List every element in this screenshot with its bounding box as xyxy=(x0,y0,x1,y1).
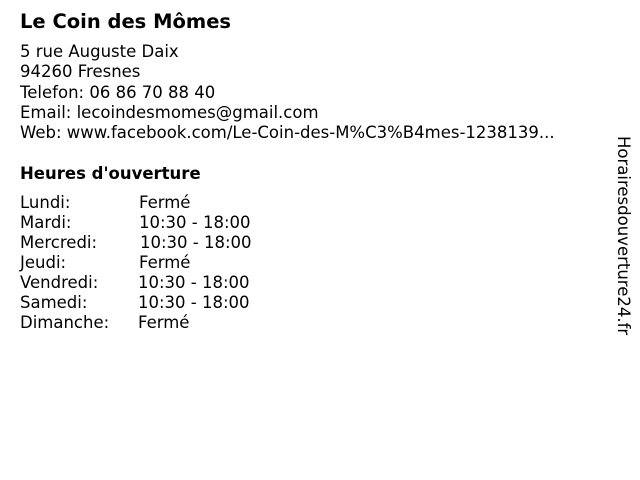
address-line-2: 94260 Fresnes xyxy=(20,62,141,82)
day-label: Dimanche: xyxy=(20,313,110,332)
hours-row-thursday xyxy=(20,253,252,273)
day-label: Jeudi: xyxy=(20,253,67,272)
opening-hours-heading: Heures d'ouverture xyxy=(20,164,201,183)
hours-row-friday xyxy=(20,273,252,293)
hours-row-sunday xyxy=(20,313,252,333)
phone-number: Telefon: 06 86 70 88 40 xyxy=(20,82,216,102)
hours-value: Fermé xyxy=(139,253,191,272)
hours-row-monday xyxy=(20,193,252,213)
opening-hours-table xyxy=(20,193,252,333)
hours-value: 10:30 - 18:00 xyxy=(139,213,251,232)
site-watermark: Horairesdouverture24.fr xyxy=(614,136,633,336)
hours-value: 10:30 - 18:00 xyxy=(138,273,250,292)
hours-value: 10:30 - 18:00 xyxy=(140,233,252,252)
hours-value: Fermé xyxy=(139,193,191,212)
business-name: Le Coin des Mômes xyxy=(20,10,232,33)
day-label: Samedi: xyxy=(20,293,88,312)
address-line-1: 5 rue Auguste Daix xyxy=(20,42,179,61)
day-label: Lundi: xyxy=(20,193,71,212)
website-url: Web: www.facebook.com/Le-Coin-des-M%C3%B4mes-1238139... xyxy=(20,123,555,143)
day-label: Mardi: xyxy=(20,213,72,232)
email-address: Email: lecoindesmomes@gmail.com xyxy=(20,102,319,122)
business-info xyxy=(20,42,555,143)
hours-row-saturday xyxy=(20,293,252,313)
hours-row-wednesday xyxy=(20,233,252,253)
hours-value: Fermé xyxy=(138,313,190,332)
day-label: Mercredi: xyxy=(20,233,98,252)
day-label: Vendredi: xyxy=(20,273,99,292)
hours-value: 10:30 - 18:00 xyxy=(138,293,250,312)
hours-row-tuesday xyxy=(20,213,252,233)
